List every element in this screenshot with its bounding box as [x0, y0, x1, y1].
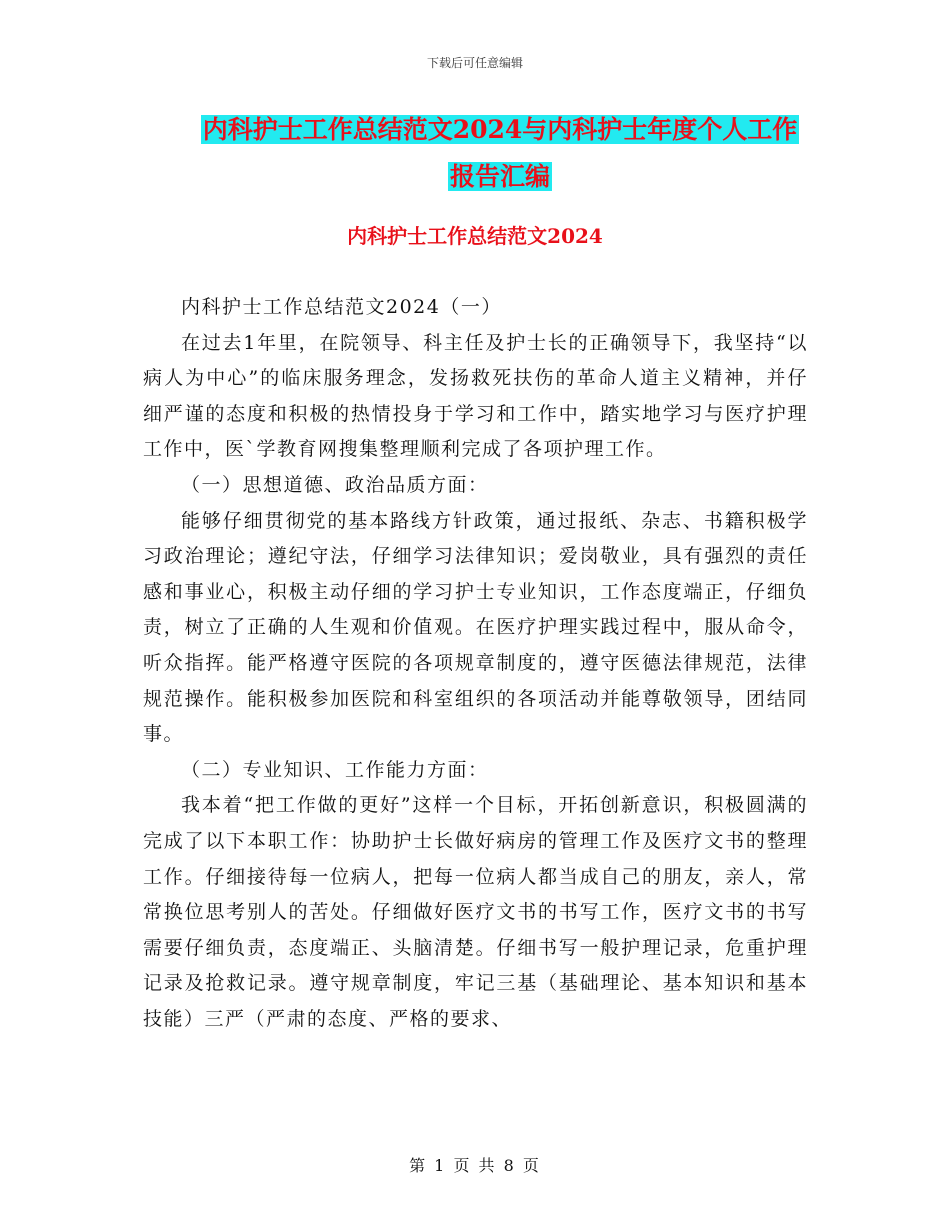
- paragraph: 我本着“把工作做的更好”这样一个目标，开拓创新意识，积极圆满的完成了以下本职工作：协助护士长做好病房的管理工作及医疗文书的整理工作。仔细接待每一位病人，把每一位病人都当成自己的朋友，亲人，常常换位思考别人的苦处。仔细做好医疗文书的书写工作，医疗文书的书写需要仔细负责，态度端正、头脑清楚。仔细书写一般护理记录，危重护理记录及抢救记录。遵守规章制度，牢记三基（基础理论、基本知识和基本技能）三严（严肃的态度、严格的要求、: [143, 794, 808, 1030]
- document-title-line2: 报告汇编: [449, 162, 550, 191]
- section-title: 内科护士工作总结范文2024: [347, 224, 603, 248]
- paragraph-subtitle: 内科护士工作总结范文2024（一）: [181, 296, 502, 318]
- header-note: 下载后可任意编辑: [426, 56, 523, 70]
- page-footer: 第 1 页 共 8 页: [409, 1156, 541, 1175]
- document-body: [143, 290, 808, 1037]
- paragraph: 能够仔细贯彻党的基本路线方针政策，通过报纸、杂志、书籍积极学习政治理论；遵纪守法，仔细学习法律知识；爱岗敬业，具有强烈的责任感和事业心，积极主动仔细的学习护士专业知识，工作态度端正，仔细负责，树立了正确的人生观和价值观。在医疗护理实践过程中，服从命令，听众指挥。能严格遵守医院的各项规章制度的，遵守医德法律规范，法律规范操作。能积极参加医院和科室组织的各项活动并能尊敬领导，团结同事。: [143, 509, 808, 746]
- document-title: [140, 106, 860, 200]
- document-title-line1: 内科护士工作总结范文2024与内科护士年度个人工作: [202, 115, 798, 144]
- paragraph: 在过去1年里，在院领导、科主任及护士长的正确领导下，我坚持“以病人为中心”的临床服务理念，发扬救死扶伤的革命人道主义精神，并仔细严谨的态度和积极的热情投身于学习和工作中，踏实地学习与医疗护理工作中，医`学教育网搜集整理顺利完成了各项护理工作。: [143, 331, 808, 461]
- paragraph-heading: （一）思想道德、政治品质方面：: [181, 473, 489, 496]
- paragraph-heading: （二）专业知识、工作能力方面：: [181, 758, 489, 781]
